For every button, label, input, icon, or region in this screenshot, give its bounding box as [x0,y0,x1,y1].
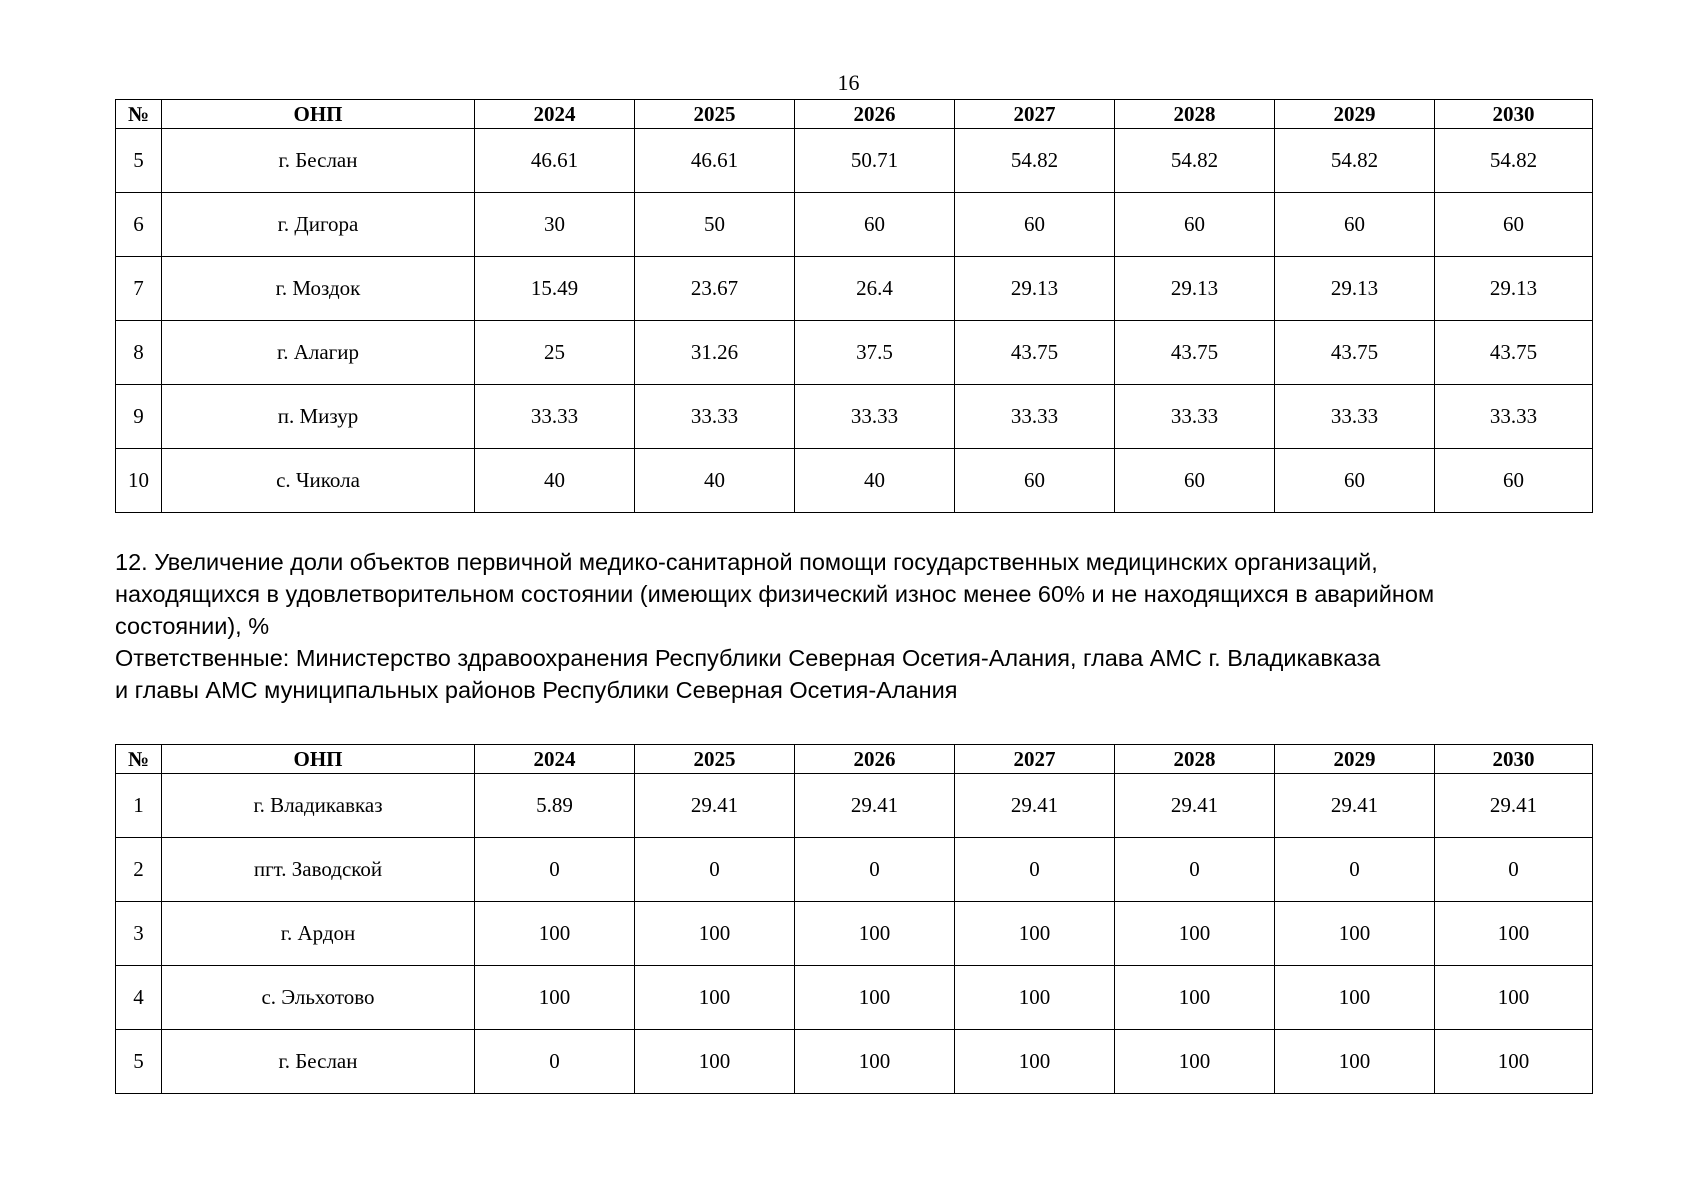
settlement-name-cell: пгт. Заводской [162,838,475,902]
table-row [116,774,1593,838]
year-value-cell: 37.5 [795,321,955,385]
settlement-name-cell: г. Моздок [162,257,475,321]
year-value-cell: 100 [635,1030,795,1094]
table-body [116,774,1593,1094]
settlement-name-cell: г. Беслан [162,129,475,193]
row-number-cell: 9 [116,385,162,449]
responsible-line: Ответственные: Министерство здравоохранения Республики Северная Осетия-Алания, глава АМС г. Владикавказа [115,645,1381,671]
year-value-cell: 100 [635,902,795,966]
year-value-cell: 40 [795,449,955,513]
year-value-cell: 100 [795,966,955,1030]
col-header-year: 2026 [795,100,955,129]
year-value-cell: 60 [1435,449,1593,513]
year-value-cell: 29.41 [635,774,795,838]
year-value-cell: 33.33 [635,385,795,449]
col-header-year: 2028 [1115,100,1275,129]
table-row [116,1030,1593,1094]
year-value-cell: 100 [1275,1030,1435,1094]
year-value-cell: 60 [1435,193,1593,257]
year-value-cell: 60 [955,193,1115,257]
col-header-year: 2030 [1435,100,1593,129]
col-header-settlement: ОНП [162,100,475,129]
year-value-cell: 60 [955,449,1115,513]
row-number-cell: 5 [116,1030,162,1094]
indicator-description [115,546,1615,706]
row-number-cell: 10 [116,449,162,513]
year-value-cell: 15.49 [475,257,635,321]
table-row [116,966,1593,1030]
responsible-line: и главы АМС муниципальных районов Республики Северная Осетия-Алания [115,677,958,703]
settlement-name-cell: с. Эльхотово [162,966,475,1030]
year-value-cell: 0 [475,838,635,902]
year-value-cell: 60 [1275,193,1435,257]
year-value-cell: 31.26 [635,321,795,385]
year-value-cell: 100 [1435,1030,1593,1094]
year-value-cell: 100 [475,966,635,1030]
settlement-name-cell: г. Ардон [162,902,475,966]
settlement-name-cell: с. Чикола [162,449,475,513]
indicator-title-line: находящихся в удовлетворительном состоянии (имеющих физический износ менее 60% и не находящихся в аварийном [115,581,1435,607]
year-value-cell: 26.4 [795,257,955,321]
year-value-cell: 50.71 [795,129,955,193]
col-header-number: № [116,100,162,129]
indicator-title-line: состоянии), % [115,613,270,639]
col-header-year: 2028 [1115,745,1275,774]
year-value-cell: 29.41 [795,774,955,838]
year-value-cell: 23.67 [635,257,795,321]
row-number-cell: 3 [116,902,162,966]
year-value-cell: 29.13 [1435,257,1593,321]
year-value-cell: 29.13 [1115,257,1275,321]
table-row [116,449,1593,513]
col-header-year: 2025 [635,100,795,129]
col-header-year: 2025 [635,745,795,774]
col-header-year: 2024 [475,745,635,774]
table-row [116,257,1593,321]
year-value-cell: 33.33 [795,385,955,449]
row-number-cell: 6 [116,193,162,257]
year-value-cell: 54.82 [955,129,1115,193]
indicator-table-2 [115,744,1593,1094]
col-header-settlement: ОНП [162,745,475,774]
year-value-cell: 0 [795,838,955,902]
year-value-cell: 46.61 [475,129,635,193]
settlement-name-cell: г. Дигора [162,193,475,257]
year-value-cell: 100 [1435,902,1593,966]
year-value-cell: 0 [1435,838,1593,902]
year-value-cell: 100 [1115,966,1275,1030]
year-value-cell: 54.82 [1275,129,1435,193]
year-value-cell: 100 [955,966,1115,1030]
page-number: 16 [837,70,860,95]
year-value-cell: 54.82 [1115,129,1275,193]
year-value-cell: 50 [635,193,795,257]
year-value-cell: 100 [1275,902,1435,966]
year-value-cell: 29.13 [1275,257,1435,321]
year-value-cell: 0 [1115,838,1275,902]
year-value-cell: 30 [475,193,635,257]
year-value-cell: 33.33 [955,385,1115,449]
year-value-cell: 54.82 [1435,129,1593,193]
year-value-cell: 100 [475,902,635,966]
table-row [116,838,1593,902]
year-value-cell: 40 [475,449,635,513]
year-value-cell: 43.75 [1115,321,1275,385]
col-header-year: 2024 [475,100,635,129]
year-value-cell: 100 [955,902,1115,966]
year-value-cell: 33.33 [1275,385,1435,449]
col-header-year: 2027 [955,100,1115,129]
table-header-row [116,745,1593,774]
col-header-year: 2029 [1275,745,1435,774]
year-value-cell: 29.41 [1275,774,1435,838]
col-header-year: 2026 [795,745,955,774]
indicator-table-1 [115,99,1593,513]
table-row [116,902,1593,966]
year-value-cell: 100 [795,902,955,966]
year-value-cell: 29.13 [955,257,1115,321]
year-value-cell: 100 [635,966,795,1030]
year-value-cell: 100 [1115,1030,1275,1094]
year-value-cell: 25 [475,321,635,385]
col-header-number: № [116,745,162,774]
table-row [116,385,1593,449]
year-value-cell: 5.89 [475,774,635,838]
year-value-cell: 33.33 [475,385,635,449]
col-header-year: 2027 [955,745,1115,774]
year-value-cell: 60 [795,193,955,257]
col-header-year: 2029 [1275,100,1435,129]
table-row [116,193,1593,257]
settlement-name-cell: г. Алагир [162,321,475,385]
year-value-cell: 43.75 [1435,321,1593,385]
year-value-cell: 33.33 [1435,385,1593,449]
year-value-cell: 100 [795,1030,955,1094]
row-number-cell: 4 [116,966,162,1030]
year-value-cell: 43.75 [1275,321,1435,385]
row-number-cell: 7 [116,257,162,321]
row-number-cell: 5 [116,129,162,193]
year-value-cell: 29.41 [955,774,1115,838]
row-number-cell: 1 [116,774,162,838]
year-value-cell: 0 [635,838,795,902]
year-value-cell: 0 [475,1030,635,1094]
table-row [116,321,1593,385]
year-value-cell: 100 [1275,966,1435,1030]
year-value-cell: 40 [635,449,795,513]
year-value-cell: 100 [1435,966,1593,1030]
year-value-cell: 60 [1275,449,1435,513]
year-value-cell: 100 [1115,902,1275,966]
year-value-cell: 29.41 [1115,774,1275,838]
year-value-cell: 46.61 [635,129,795,193]
year-value-cell: 43.75 [955,321,1115,385]
table-header-row [116,100,1593,129]
col-header-year: 2030 [1435,745,1593,774]
settlement-name-cell: п. Мизур [162,385,475,449]
year-value-cell: 0 [955,838,1115,902]
year-value-cell: 60 [1115,193,1275,257]
settlement-name-cell: г. Владикавказ [162,774,475,838]
settlement-name-cell: г. Беслан [162,1030,475,1094]
year-value-cell: 33.33 [1115,385,1275,449]
year-value-cell: 100 [955,1030,1115,1094]
year-value-cell: 60 [1115,449,1275,513]
row-number-cell: 8 [116,321,162,385]
table-body [116,129,1593,513]
table-row [116,129,1593,193]
year-value-cell: 0 [1275,838,1435,902]
year-value-cell: 29.41 [1435,774,1593,838]
indicator-title-line: 12. Увеличение доли объектов первичной медико-санитарной помощи государственных медицинских организаций, [115,549,1378,575]
row-number-cell: 2 [116,838,162,902]
